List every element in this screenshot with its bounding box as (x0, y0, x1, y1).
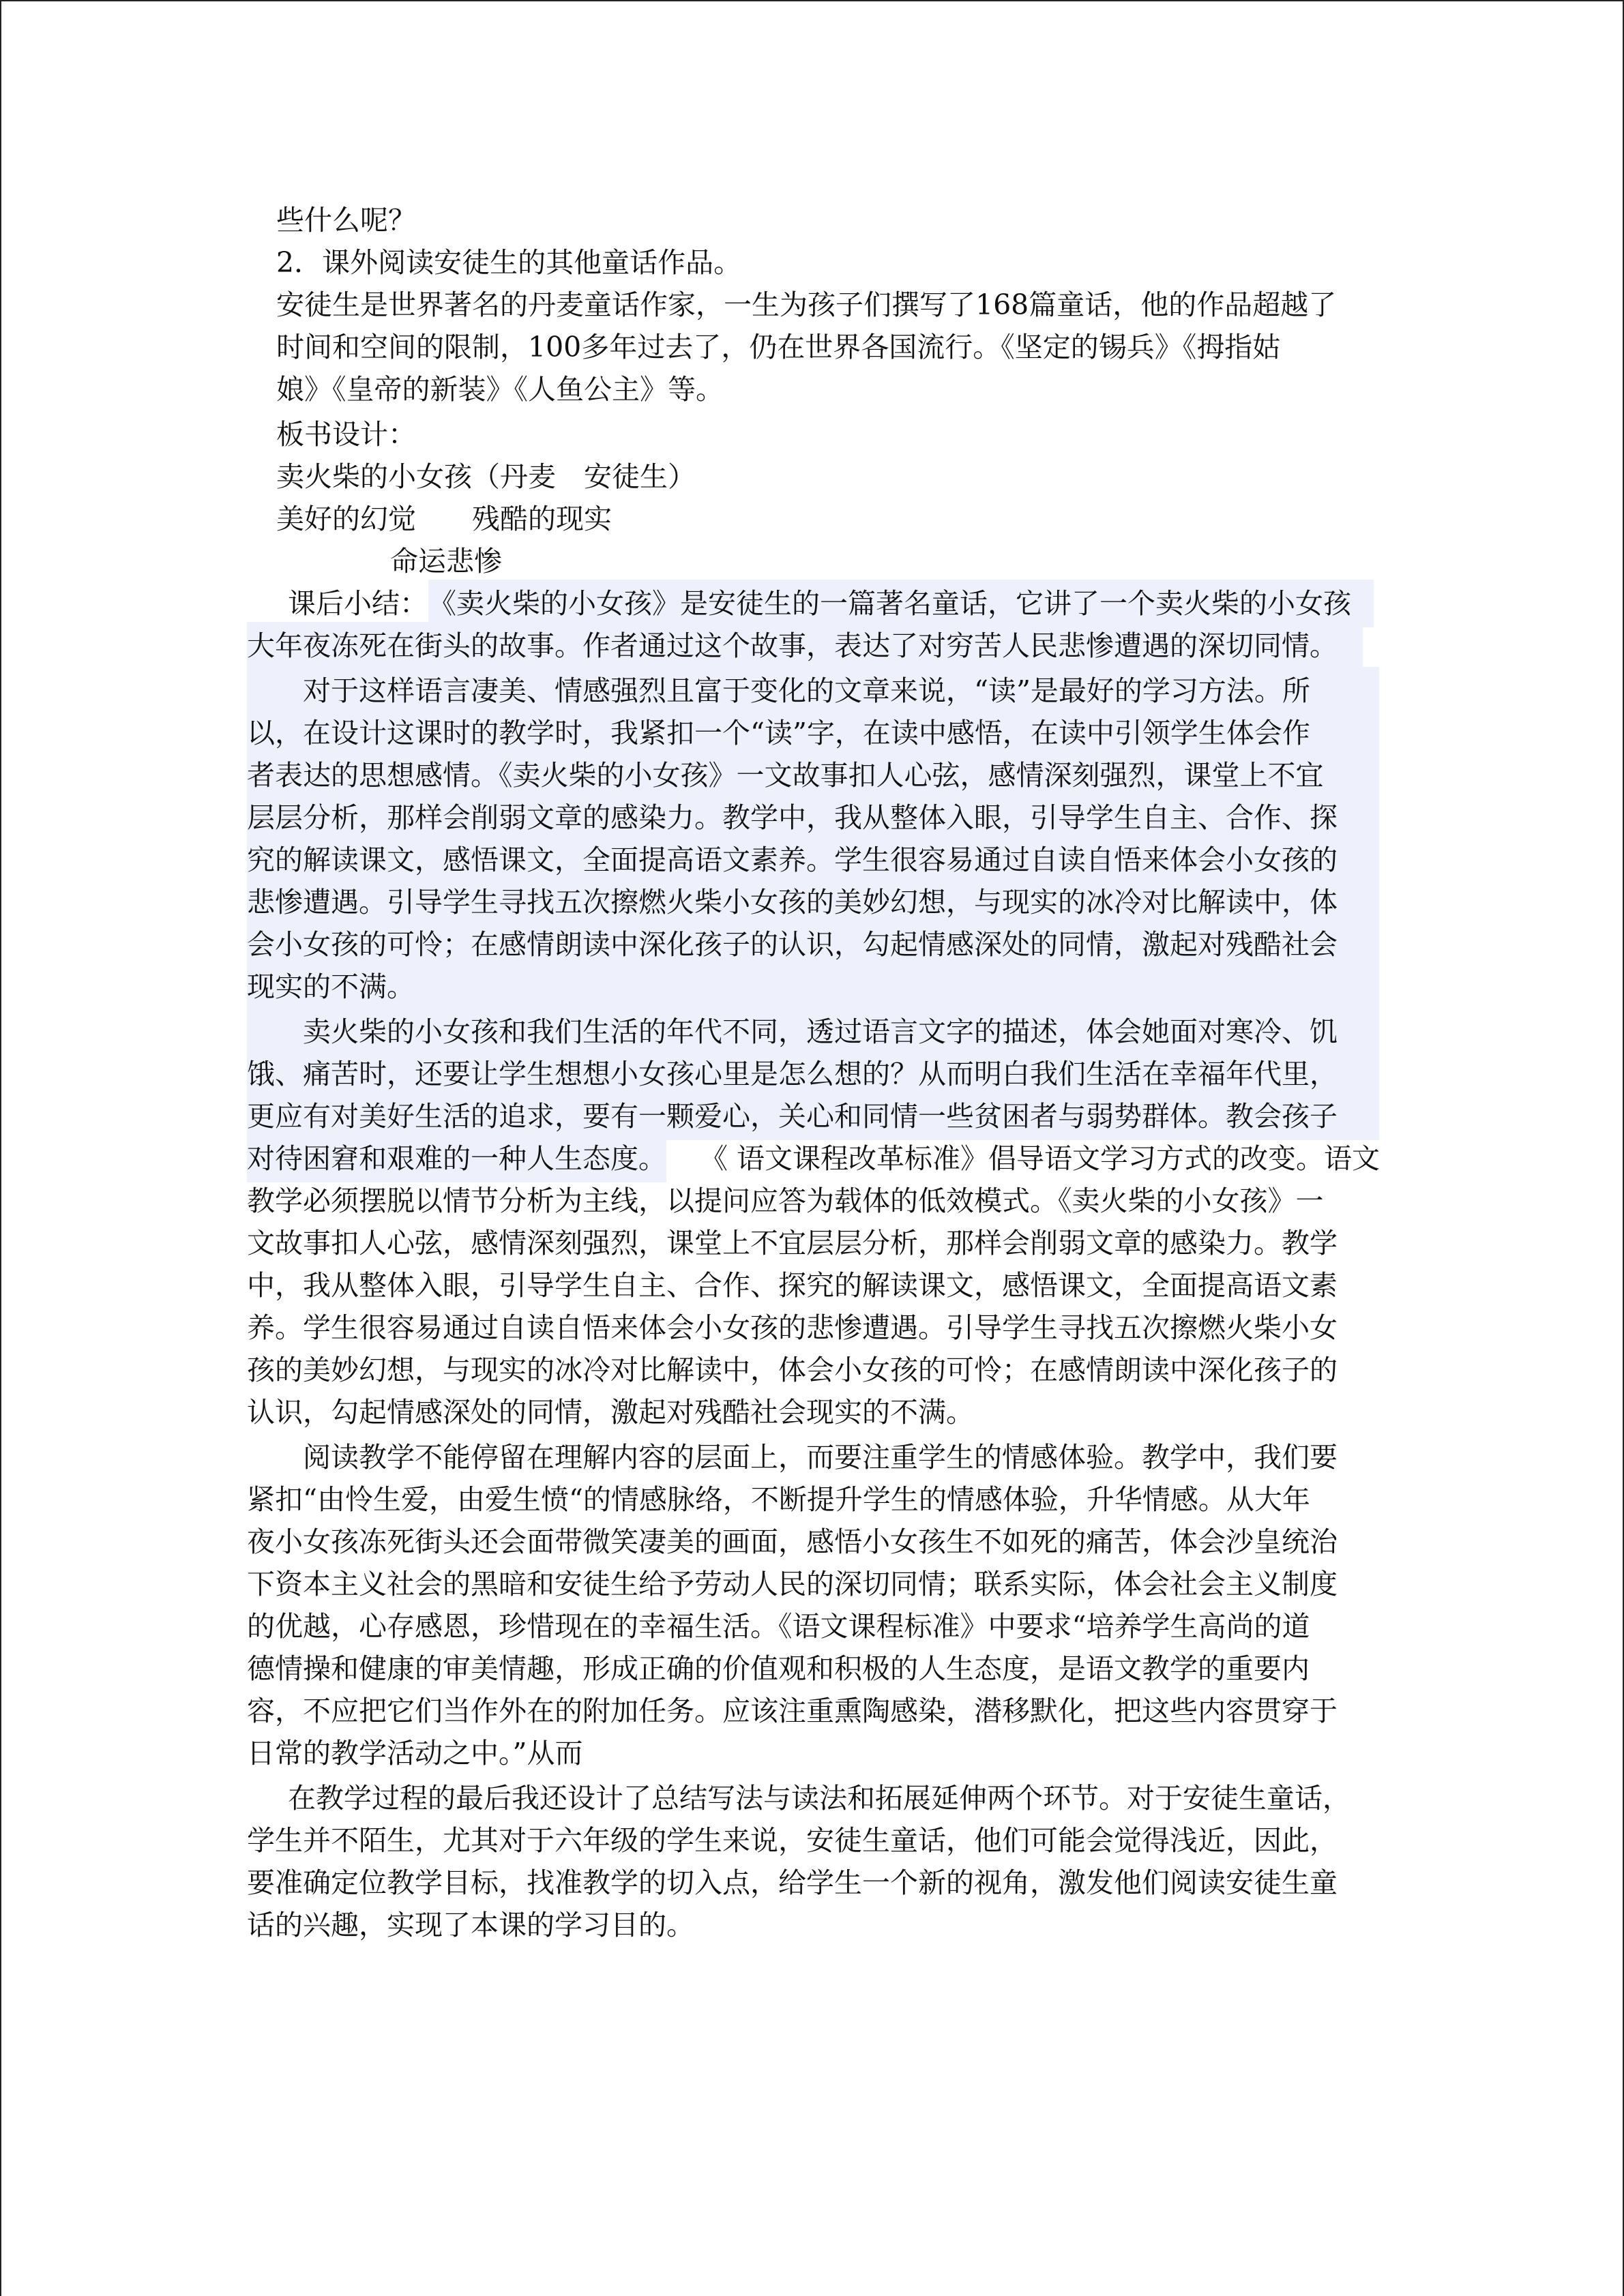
text-line: 板书设计： (276, 418, 416, 451)
text-line: 话的兴趣，实现了本课的学习目的。 (247, 1909, 694, 1941)
text-line: 对待困窘和艰难的一种人生态度。 《 语文课程改革标准》倡导语文学习方式的改变。语文 (1, 1135, 1624, 1182)
text-line: 安徒生是世界著名的丹麦童话作家，一生为孩子们撰写了168篇童话，他的作品超越了 (276, 288, 1337, 321)
text-line: 要准确定位教学目标，找准教学的切入点，给学生一个新的视角，激发他们阅读安徒生童 (247, 1866, 1338, 1899)
text-line: 些什么呢？ (276, 204, 416, 237)
text-line: 命运悲惨 (390, 545, 502, 578)
text-line: 时间和空间的限制，100多年过去了，仍在世界各国流行。《坚定的锡兵》《拇指姑 (276, 331, 1281, 363)
text-line: 养。学生很容易通过自读自悟来体会小女孩的悲惨遭遇。引导学生寻找五次擦燃火柴小女 (247, 1311, 1338, 1344)
text-line: 现实的不满。 (1, 963, 1624, 1011)
text-line: 中，我从整体入眼，引导学生自主、合作、探究的解读课文，感悟课文，全面提高语文素 (247, 1269, 1338, 1302)
text-line: 卖火柴的小女孩（丹麦 安徒生） (276, 460, 696, 493)
text-line: 日常的教学活动之中。”从而 (247, 1737, 583, 1770)
text-line: 卖火柴的小女孩和我们生活的年代不同，透过语言文字的描述，体会她面对寒冷、饥 (1, 1008, 1624, 1056)
text-line: 娘》《皇帝的新装》《人鱼公主》等。 (276, 373, 724, 406)
text-line: 课后小结： 《卖火柴的小女孩》是安徒生的一篇著名童话，它讲了一个卖火柴的小女孩 (1, 580, 1624, 627)
text-line: 2．课外阅读安徒生的其他童话作品。 (276, 246, 742, 279)
text-line: 的优越，心存感恩，珍惜现在的幸福生活。《语文课程标准》中要求“培养学生高尚的道 (247, 1610, 1310, 1643)
text-line: 以，在设计这课时的教学时，我紧扣一个“读”字，在读中感悟，在读中引领学生体会作 (1, 709, 1624, 757)
text-line: 阅读教学不能停留在理解内容的层面上，而要注重学生的情感体验。教学中，我们要 (303, 1441, 1338, 1474)
text-line: 学生并不陌生，尤其对于六年级的学生来说，安徒生童话，他们可能会觉得浅近，因此， (247, 1824, 1338, 1857)
text-line: 会小女孩的可怜；在感情朗读中深化孩子的认识，勾起情感深处的同情，激起对残酷社会 (1, 921, 1624, 968)
text-line: 容，不应把它们当作外在的附加任务。应该注重熏陶感染，潜移默化，把这些内容贯穿于 (247, 1695, 1338, 1727)
text-line: 教学必须摆脱以情节分析为主线，以提问应答为载体的低效模式。《卖火柴的小女孩》一 (247, 1184, 1324, 1217)
text-line: 紧扣“由怜生爱，由爱生愤“的情感脉络，不断提升学生的情感体验，升华情感。从大年 (247, 1483, 1310, 1516)
text-line: 下资本主义社会的黑暗和安徒生给予劳动人民的深切同情；联系实际，体会社会主义制度 (247, 1568, 1338, 1600)
text-line: 在教学过程的最后我还设计了总结写法与读法和拓展延伸两个环节。对于安徒生童话， (288, 1782, 1350, 1815)
text-line: 悲惨遭遇。引导学生寻找五次擦燃火柴小女孩的美妙幻想，与现实的冰冷对比解读中，体 (1, 878, 1624, 926)
text-line: 层层分析，那样会削弱文章的感染力。教学中，我从整体入眼，引导学生自主、合作、探 (1, 794, 1624, 841)
text-line: 对于这样语言凄美、情感强烈且富于变化的文章来说，“读”是最好的学习方法。所 (1, 667, 1624, 715)
text-line: 文故事扣人心弦，感情深刻强烈，课堂上不宜层层分析，那样会削弱文章的感染力。教学 (247, 1227, 1338, 1259)
text-line: 美好的幻觉 残酷的现实 (276, 503, 612, 535)
text-line: 更应有对美好生活的追求，要有一颗爱心，关心和同情一些贫困者与弱势群体。教会孩子 (1, 1092, 1624, 1140)
text-line: 饿、痛苦时，还要让学生想想小女孩心里是怎么想的？从而明白我们生活在幸福年代里， (1, 1050, 1624, 1098)
text-line: 究的解读课文，感悟课文，全面提高语文素养。学生很容易通过自读自悟来体会小女孩的 (1, 836, 1624, 884)
text-line: 德情操和健康的审美情趣，形成正确的价值观和积极的人生态度，是语文教学的重要内 (247, 1652, 1310, 1685)
text-line: 夜小女孩冻死街头还会面带微笑凄美的画面，感悟小女孩生不如死的痛苦，体会沙皇统治 (247, 1525, 1338, 1558)
text-line: 者表达的思想感情。《卖火柴的小女孩》一文故事扣人心弦，感情深刻强烈，课堂上不宜 (1, 751, 1624, 799)
text-line: 大年夜冻死在街头的故事。作者通过这个故事，表达了对穷苦人民悲惨遭遇的深切同情。 (1, 622, 1624, 670)
text-line: 认识，勾起情感深处的同情，激起对残酷社会现实的不满。 (247, 1396, 974, 1429)
text-line: 孩的美妙幻想，与现实的冰冷对比解读中，体会小女孩的可怜；在感情朗读中深化孩子的 (247, 1354, 1338, 1386)
